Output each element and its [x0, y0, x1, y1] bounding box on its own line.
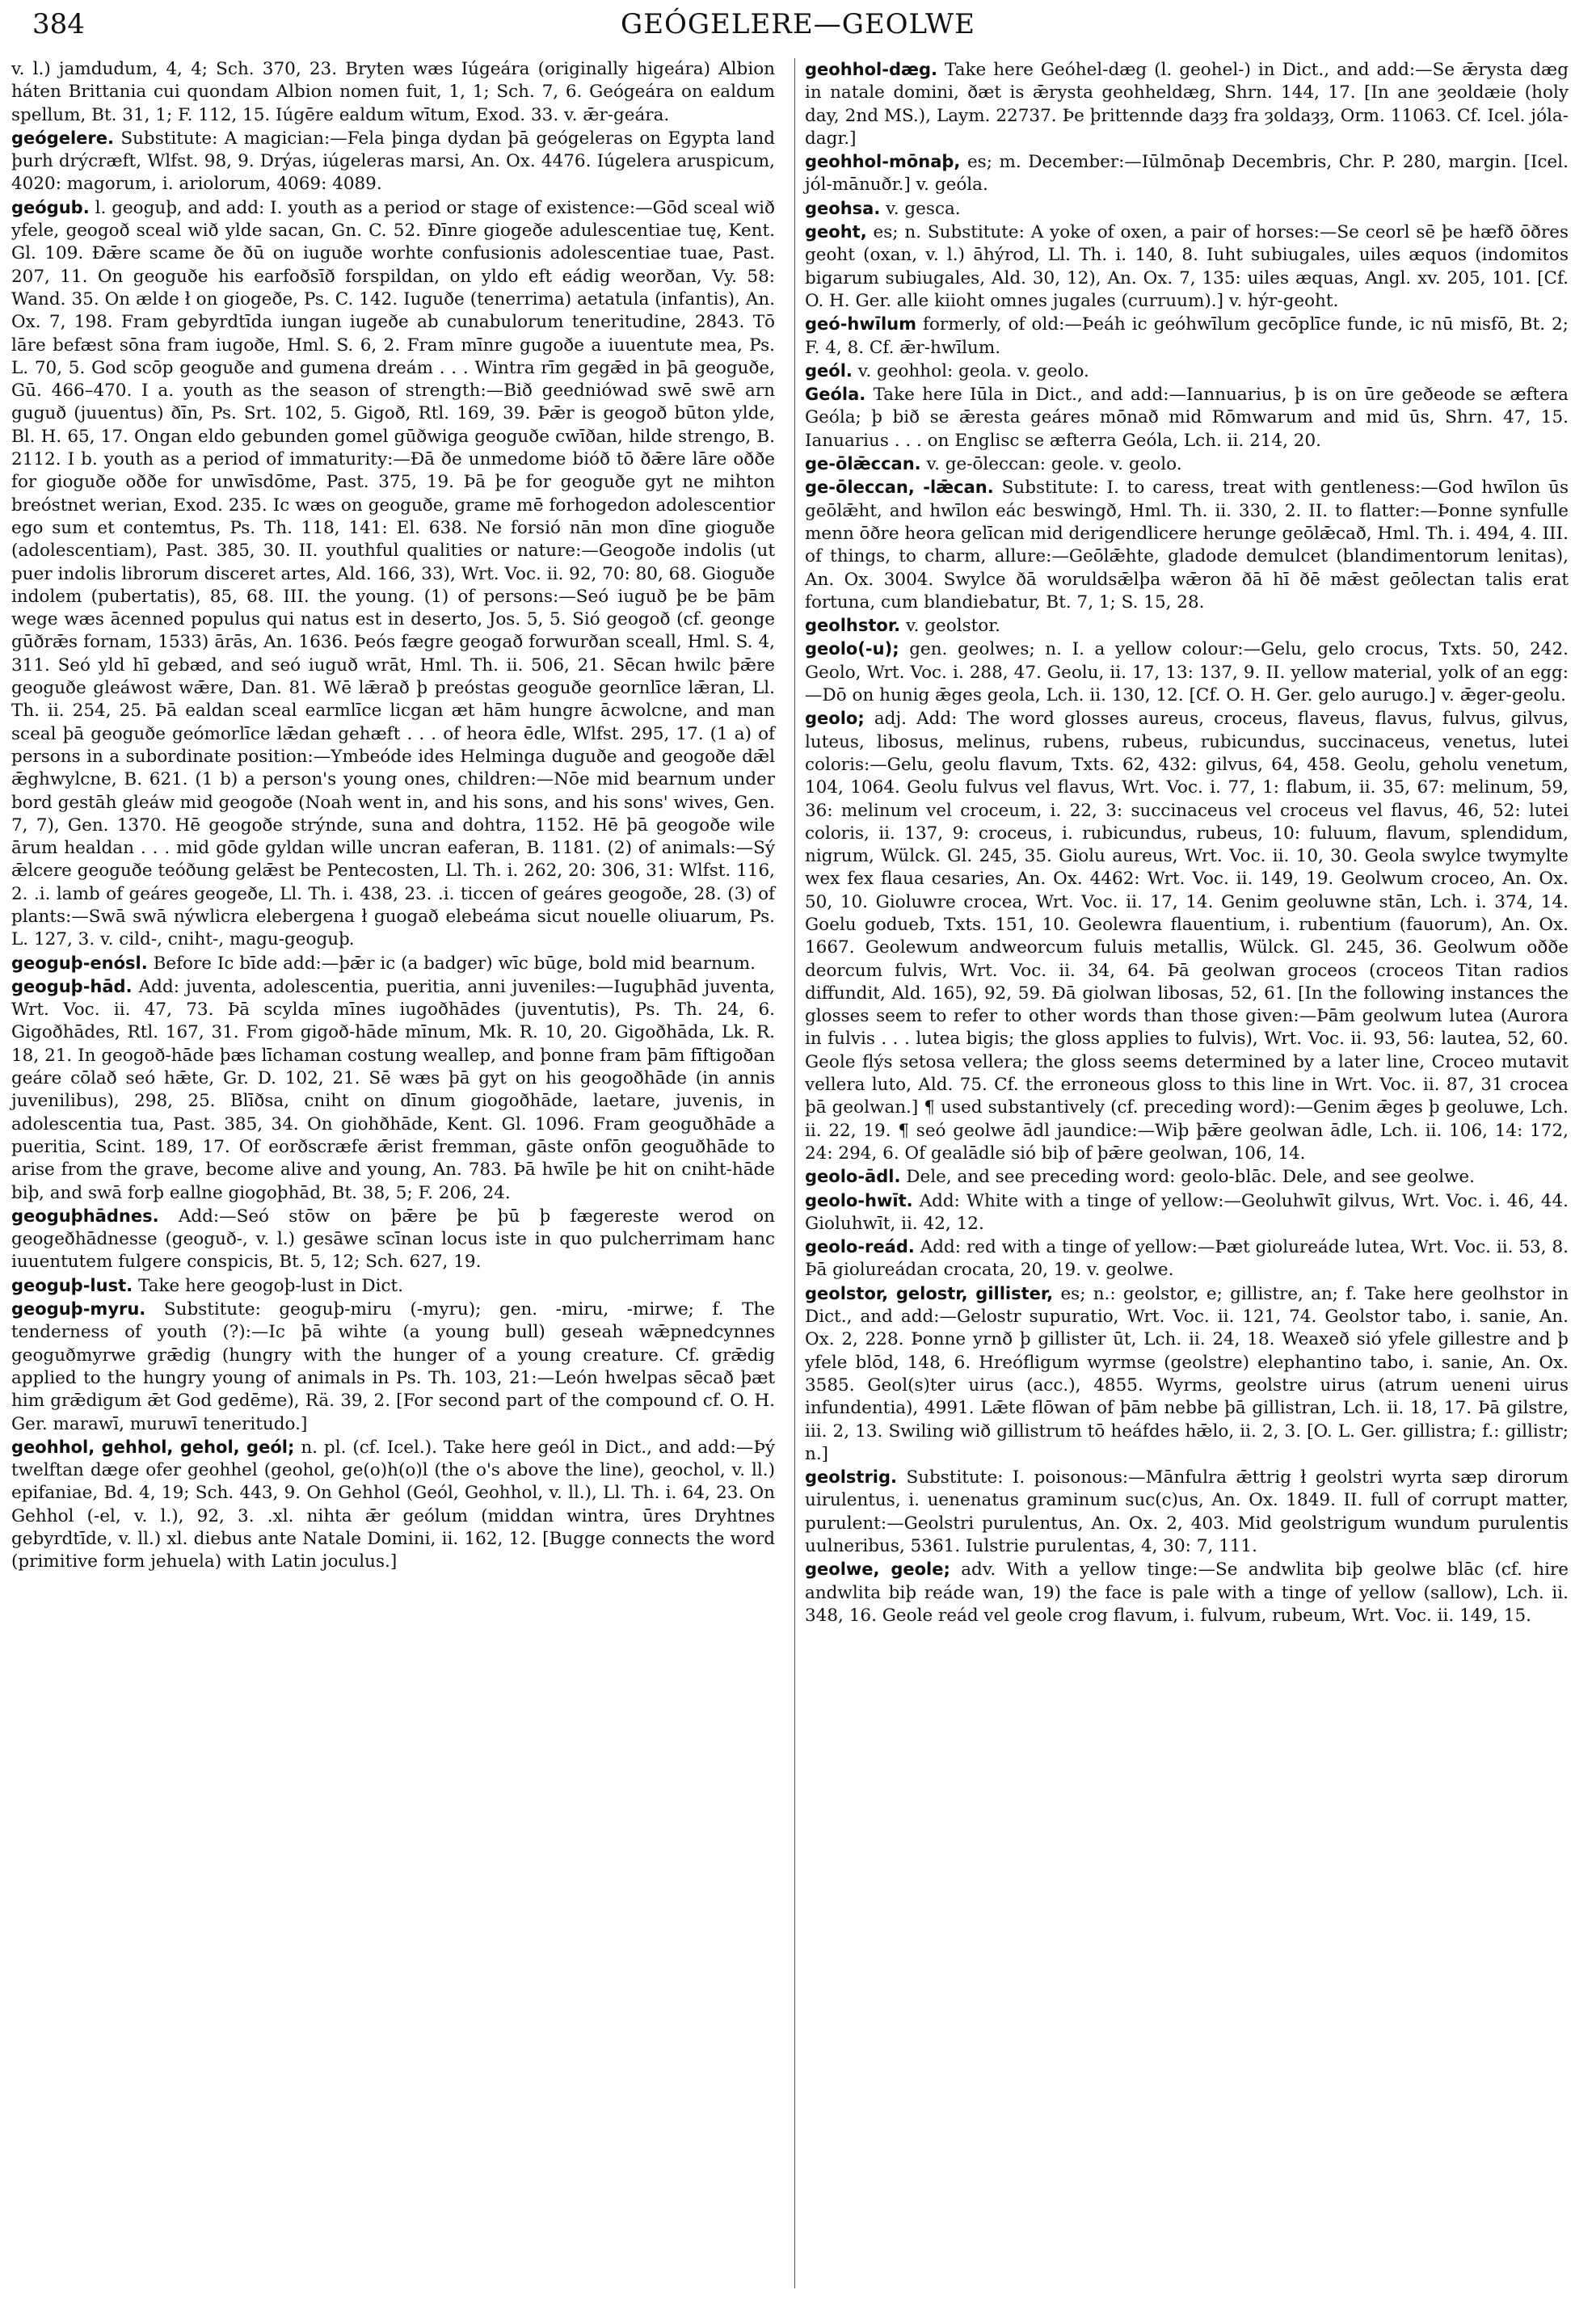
entry-text: Take here Geóhel-dæg (l. geohel-) in Dict., and add:—Se ǣrysta dæg in natale domini, ðæt is ǣrysta geohheldæg, Shrn. 144, 17. [In ane ȝeoldæie (holy day, 2nd MS.), Laym. 22737. Þe þrittennde daȝȝ fra ȝoldaȝȝ, Orm. 11063. Cf. Icel. jóla-dagr.]	[805, 60, 1569, 149]
entry-headword: geolo-reád.	[805, 1237, 915, 1257]
dictionary-entry	[11, 196, 775, 952]
entry-headword: geolo-hwīt.	[805, 1190, 913, 1210]
right-column	[805, 58, 1569, 1627]
entry-headword: geolstor, gelostr, gillister,	[805, 1283, 1054, 1303]
dictionary-entry	[805, 1189, 1569, 1236]
entry-text: formerly, of old:—Þeáh ic geóhwīlum gecōplīce funde, ic nū misfō, Bt. 2; F. 4, 8. Cf. ǣr-hwīlum.	[805, 314, 1569, 358]
entry-text: v. l.) jamdudum, 4, 4; Sch. 370, 23. Bryten wæs Iúgeára (originally higeára) Albion háten Brittania cui quondam Albion nomen fuit, 1, 1; Sch. 7, 6. Geógeára on ealdum spellum, Bt. 31, 1; F. 112, 15. Iúgēre ealdum wītum, Exod. 33. v. ǣr-geára.	[11, 59, 775, 125]
entry-text: Add: juventa, adolescentia, pueritia, anni juveniles:—Iuguþhād juventa, Wrt. Voc. ii. 47, 73. Þā scylda mīnes iugoðhādes (juventutis), Ps. Th. 24, 6. Gigoðhādes, Rtl. 167, 31. From gigoð-hāde mīnum, Mk. R. 10, 20. Gigoðhāda, Lk. R. 18, 21. In geogoð-hāde þæs līchaman costung weallep, and þonne fram þām fīftigoðan geáre cōlað seó hǣte, Gr. D. 102, 21. Sē wæs þā gyt on his geogoðhāde (in annis juvenilibus), 298, 25. Blīðsa, cniht on dīnum giogoðhāde, laetare, juvenis, in adolescentia tua, Past. 385, 34. On giohðhāde, Kent. Gl. 1096. Fram geoguðhāde a pueritia, Scint. 189, 17. Of eorðscræfe ǣrist fremman, gāste onfōn geoguðhāde to arise from the grave, become alive and young, An. 783. Þā hwīle þe hit on cniht-hāde biþ, and swā forþ eallne giogoþhād, Bt. 38, 5; F. 206, 24.	[11, 976, 776, 1203]
entry-text: Substitute: geoguþ-miru (-myru); gen. -miru, -mirwe; f. The tenderness of youth (?):—Ic þā wihte (a young bull) geseah wǣpnedcynnes geoguðmyrwe grǣdig (hungry with the hunger of a young creature. Cf. grǣdig applied to the hungry young of animals in Ps. Th. 103, 21:—León hwelpas sēcað þæt him grǣdigum ǣt God gedēme), Rä. 39, 2. [For second part of the compound cf. O. H. Ger. marawī, muruwī teneritudo.]	[11, 1299, 775, 1434]
page-number: 384	[32, 8, 85, 40]
entry-headword: geohhol-dæg.	[805, 60, 937, 79]
dictionary-entry	[11, 1274, 775, 1298]
entry-text: Substitute: I. poisonous:—Mānfulra ǣttrig ł geolstri wyrta sæp dirorum uirulentus, i. uenenatus graminum suc(c)us, An. Ox. 1849. II. full of corrupt matter, purulent:—Geolstri purulentus, An. Ox. 2, 403. Mid geolstrigum wundum purulentis uulneribus, 5361. Iulstrie purulentas, 4, 30: 7, 111.	[805, 1467, 1569, 1556]
entry-headword: geoguþ-enósl.	[11, 953, 148, 973]
entry-headword: geolstrig.	[805, 1467, 898, 1488]
entry-text: Before Ic bīde add:—þǣr ic (a badger) wīc būge, bold mid bearnum.	[153, 953, 756, 974]
entry-text: v. geolstor.	[906, 616, 1000, 637]
entry-text: es; m. December:—Iūlmōnaþ Decembris, Chr. P. 280, margin. [Icel. jól-mānuðr.] v. geóla.	[805, 152, 1569, 196]
dictionary-entry	[11, 1205, 775, 1274]
entry-headword: geoht,	[805, 222, 867, 242]
dictionary-entry	[805, 313, 1569, 360]
entry-text: gen. geolwes; n. I. a yellow colour:—Gelu, gelo crocus, Txts. 50, 242. Geolo, Wrt. Voc. i. 288, 47. Geolu, ii. 17, 13: 137, 9. II. yellow material, yolk of an egg:—Dō on hunig ǣges geola, Lch. ii. 130, 12. [Cf. O. H. Ger. gelo aurugo.] v. ǣger-geolu.	[805, 639, 1569, 706]
entry-headword: geól.	[805, 360, 853, 381]
dictionary-entry	[11, 58, 775, 127]
entry-headword: geohhol, gehhol, gehol, geól;	[11, 1437, 295, 1457]
entry-text: adj. Add: The word glosses aureus, croceus, flaveus, flavus, fulvus, gilvus, luteus, libosus, melinus, rubens, rubeus, rubicundus, succinaceus, venetus, lutei coloris:—Gelu, geolu flavum, Txts. 62, 432: gilvus, 64, 458. Geolu, geholu venetum, 104, 1064. Geolu fulvus vel flavus, Wrt. Voc. i. 77, 1: flabum, ii. 35, 67: melinum, 59, 36: melinum vel croceum, i. 22, 3: succinaceus vel croceus vel flavus, 46, 52: lutei coloris, ii. 137, 9: croceus, i. rubicundus, rubeus, 10: fuluum, flavum, splendidum, nigrum, Wülck. Gl. 245, 35. Giolu aureus, Wrt. Voc. ii. 10, 30. Geola swylce twymylte wex fex flaua cesaries, An. Ox. 4462: Wrt. Voc. ii. 149, 19. Geolwum croceo, An. Ox. 50, 10. Gioluwre crocea, Wrt. Voc. ii. 17, 14. Genim geoluwne stān, Lch. i. 374, 14. Goelu godueb, Txts. 151, 10. Geolewra flauentium, i. rubentium (fauorum), An. Ox. 1667. Geolewum andweorcum fuluis metallis, Wülck. Gl. 245, 36. Geolwum oððe deorcum fulvis, Wrt. Voc. ii. 34, 64. Þā geolwan groceos (croceos Titan radios diffundit, Ald. 165), 92, 59. Ðā giolwan libosas, 52, 61. [In the following instances the glosses seem to refer to other words than those given:—Þām geolwum lutea (Aurora in fulvis . . . lutea bigis; the gloss applies to fulvis), Wrt. Voc. ii. 93, 56: lautea, 52, 60. Geole flýs setosa vellera; the gloss seems determined by a later line, Croceo mutavit vellera luto, Ald. 75. Cf. the erroneous gloss to this line in Wrt. Voc. ii. 87, 31 crocea þā geolwan.] ¶ used substantively (cf. preceding word):—Genim ǣges þ geoluwe, Lch. ii. 22, 19. ¶ seó geolwe ādl jaundice:—Wiþ þǣre geolwan ādle, Lch. ii. 106, 14: 172, 24: 294, 6. Of gealādle sió biþ of þǣre geolwan, 106, 14.	[805, 709, 1569, 1164]
entry-text: Add: red with a tinge of yellow:—Þæt giolureáde lutea, Wrt. Voc. ii. 53, 8. Þā giolureádan crocata, 20, 19. v. geolwe.	[805, 1237, 1569, 1281]
entry-text: Add: White with a tinge of yellow:—Geoluhwīt gilvus, Wrt. Voc. i. 46, 44. Gioluhwīt, ii. 42, 12.	[805, 1190, 1569, 1234]
entry-headword: ge-ōleccan, -lǣcan.	[805, 478, 994, 498]
entry-text: es; n. Substitute: A yoke of oxen, a pair of horses:—Se ceorl sē þe hæfð ōðres geoht (oxan, v. l.) āhýrod, Ll. Th. i. 140, 8. Iuht subiugales, uiles æquos (indomitos bigarum subiugales, Ald. 30, 12), An. Ox. 7, 135: uiles æquas, Angl. xv. 205, 101. [Cf. O. H. Ger. alle kiioht omnes jugales (curruum).] v. hýr-geoht.	[805, 222, 1569, 311]
dictionary-entry	[805, 1558, 1569, 1627]
running-head: GEÓGELERE—GEOLWE	[621, 8, 975, 40]
dictionary-entry	[805, 150, 1569, 197]
dictionary-entry	[805, 197, 1569, 221]
entry-text: adv. With a yellow tinge:—Se andwlita biþ geolwe blāc (cf. hire andwlita biþ reáde wan, 19) the face is pale with a tinge of yellow (sallow), Lch. ii. 348, 16. Geole reád vel geole crog flavum, i. fulvum, rubeum, Wrt. Voc. ii. 149, 15.	[805, 1560, 1569, 1626]
entry-headword: geógelere.	[11, 128, 114, 148]
entry-headword: geolwe, geole;	[805, 1560, 950, 1580]
dictionary-entry	[805, 453, 1569, 476]
dictionary-entry	[805, 1235, 1569, 1282]
entry-headword: geoguþ-lust.	[11, 1275, 133, 1295]
entry-text: Add:—Seó stōw on þǣre þe þū þ fægereste werod on geogeðhādnesse (geoguð-, v. l.) gesāwe scīnan locus iste in quo pulcherrimam hanc iuuentutem fulgere conspicis, Bt. 5, 12; Sch. 627, 19.	[11, 1206, 775, 1273]
entry-headword: geógub.	[11, 197, 90, 217]
entry-text: Take here geogoþ-lust in Dict.	[137, 1275, 404, 1296]
entry-headword: geolo(-u);	[805, 639, 899, 659]
dictionary-entry	[11, 975, 775, 1205]
page-header	[32, 8, 1564, 47]
dictionary-entry	[11, 1298, 775, 1436]
entry-text: n. pl. (cf. Icel.). Take here geól in Dict., and add:—Þý twelftan dæge ofer geohhel (geohol, ge(o)h(o)l (the o's above the line), geochol, v. ll.) epifaniae, Bd. 4, 19; Sch. 443, 9. On Gehhol (Geól, Geohhol, v. ll.), Ll. Th. i. 64, 23. On Gehhol (-el, v. l.), 92, 3. .xl. nihta ǣr geólum (middan wintra, ūres Dryhtnes gebyrdtīde, v. ll.) xl. diebus ante Natale Domini, ii. 162, 12. [Bugge connects the word (primitive form jehuela) with Latin joculus.]	[11, 1437, 776, 1572]
dictionary-entry	[805, 221, 1569, 313]
entry-headword: geoguþ-myru.	[11, 1299, 146, 1320]
left-column	[11, 58, 775, 1574]
dictionary-entry	[11, 952, 775, 975]
entry-text: v. gesca.	[886, 198, 961, 219]
entry-text: es; n.: geolstor, e; gillistre, an; f. Take here geolhstor in Dict., and add:—Gelostr supuratio, Wrt. Voc. ii. 121, 74. Geolstor tabo, i. sanie, An. Ox. 2, 228. Þonne yrnð þ gillister ūt, Lch. ii. 24, 18. Weaxeð sió yfele gillestre and þ yfele blōd, 148, 6. Hreófligum wyrmse (geolstre) elephantino tabo, i. sanie, An. Ox. 3585. Geol(s)ter uirus (acc.), 4855. Wyrms, geolstre uirus (atrum ueneni uirus infundentia), 4991. Lǣte flōwan of þām nebbe þā gillistran, Lch. ii. 18, 17. Þā gilstre, iii. 2, 13. Swiling wið gillistrum tō heáfdes hǣlo, ii. 2, 3. [O. L. Ger. gillistra; f.: gillistr; n.]	[805, 1283, 1569, 1464]
entry-text: Take here Iūla in Dict., and add:—Iannuarius, þ is on ūre geðeode se æftera Geóla; þ bið se ǣresta geáres mōnað mid Rōmwarum and mid ūs, Shrn. 47, 15. Ianuarius . . . on Englisc se æfterra Geóla, Lch. ii. 214, 20.	[805, 385, 1569, 451]
dictionary-entry	[805, 614, 1569, 638]
entry-headword: geó-hwīlum	[805, 314, 916, 335]
entry-text: Substitute: A magician:—Fela þinga dydan þā geógeleras on Egypta land þurh drýcræft, Wlfst. 98, 9. Drýas, iúgeleras marsi, An. Ox. 4476. Iúgelera aruspicum, 4020: magorum, i. ariolorum, 4069: 4089.	[11, 128, 775, 195]
entry-headword: geoguþ-hād.	[11, 976, 133, 996]
dictionary-entry	[11, 127, 775, 196]
dictionary-entry	[805, 638, 1569, 707]
column-divider	[794, 58, 795, 2288]
entry-text: l. geoguþ, and add: I. youth as a period or stage of existence:—Gōd sceal wið yfele, geogoð sceal wið ylde sacan, Gn. C. 52. Ðīnre giogeðe adulescentiae tuę, Kent. Gl. 109. Ðǣre scame ðe ðū on iuguðe worhte confusionis adolescentiae tuae, Past. 207, 11. On geoguðe his earfoðsīð forspildan, on yldo eft eádig weorðan, Vy. 58: Wand. 35. On ælde ł on giogeðe, Ps. C. 142. Iuguðe (tenerrima) aetatula (infantis), An. Ox. 7, 198. Fram gebyrdtīda iungan iugeðe ab cunabulorum teneritudine, 2843. Tō lāre befæst sōna fram iugoðe, Hml. S. 6, 2. Fram mīnre gugoðe a iuuentute mea, Ps. L. 70, 5. God scōp geoguðe and gumena dreám . . . Wintra rīm gegǣd in þā geoguðe, Gū. 466–470. I a. youth as the season of strength:—Bið geedniówad swē swē arn guguð (juuentus) ðīn, Ps. Srt. 102, 5. Gigoð, Rtl. 169, 39. Þǣr is geogoð būton ylde, Bl. H. 65, 17. Ongan eldo gebunden gomel gūðwiga geoguðe cwīðan, hilde strengo, B. 2112. I b. youth as a period of immaturity:—Ðā ðe unmedome bióð tō ðǣre lāre oððe for gioguðe oððe for unwīsdōme, Past. 375, 19. Þā þe for geoguðe gyt ne mihton breóstnet werian, Exod. 235. Ic wæs on geoguðe, grame mē forhogedon adolescentior ego sum et contemtus, Ps. Th. 118, 141: El. 638. Ne forsió nān mon dīne gioguðe (adolescentiam), Past. 385, 30. II. youthful qualities or nature:—Geogoðe indolis (ut puer indolis librorum disceret artes, Ald. 166, 33), Wrt. Voc. ii. 92, 70: 80, 68. Gioguðe indolem (pubertatis), 85, 68. III. the young. (1) of persons:—Seó iuguð þe be þām wege wæs ācenned populus qui natus est in deserto, Jos. 5, 5. Sió geogoð (cf. geonge gūðrǣs fornam, 1533) ārās, An. 1636. Þeós fægre geogað forwurðan sceall, Hml. S. 4, 311. Seó yld hī gebæd, and seó iuguð wrāt, Hml. Th. ii. 506, 21. Sēcan hwilc þǣre geoguðe gleáwost wǣre, Dan. 81. Wē lǣrað þ preóstas geoguðe geornlīce lǣran, Ll. Th. ii. 254, 25. Þā ealdan sceal earmlīce licgan æt hām hungre ācwolcne, and man sceal þā geoguðe geómorlīce lǣdan gehæft . . . of heora ēdle, Wlfst. 295, 17. (1 a) of persons in a subordinate position:—Ymbeóde ides Helminga duguðe and geogoðe dǣl ǣghwylcne, B. 621. (1 b) a person's young ones, children:—Nōe mid bearnum under bord gestāh gleáw mid geogoðe (Noah went in, and his sons, and his sons' wives, Gen. 7, 7), Gen. 1370. Hē geogoðe strýnde, suna and dohtra, 1152. Hē þā geogoðe wile ārum healdan . . . mid gōde gyldan wille uncran eaferan, B. 1181. (2) of animals:—Sý ǣlcere geoguðe teóðung gelǣst be Pentecosten, Ll. Th. i. 262, 20: 306, 31: Wlfst. 116, 2. .i. lamb of geáres geogeðe, Ll. Th. i. 438, 23. .i. ticcen of geáres geogoðe, 28. (3) of plants:—Swā swā nýwlicra elebergena ł guogað elebeáma sicut nouelle oliuarum, Ps. L. 127, 3. v. cild-, cniht-, magu-geoguþ.	[11, 197, 775, 950]
dictionary-entry	[805, 1466, 1569, 1558]
entry-headword: geolhstor.	[805, 616, 901, 636]
dictionary-entry	[805, 383, 1569, 453]
entry-text: v. geohhol: geola. v. geolo.	[857, 360, 1089, 381]
dictionary-entry	[805, 1165, 1569, 1189]
entry-headword: Geóla.	[805, 385, 866, 405]
dictionary-entry	[805, 360, 1569, 383]
entry-text: Dele, and see preceding word: geolo-blāc. Dele, and see geolwe.	[906, 1167, 1475, 1188]
entry-text: v. ge-ōleccan: geole. v. geolo.	[926, 454, 1182, 475]
entry-headword: geolo;	[805, 709, 865, 729]
dictionary-entry	[805, 58, 1569, 150]
entry-headword: geolo-ādl.	[805, 1167, 901, 1187]
entry-text: Substitute: I. to caress, treat with gentleness:—God hwīlon ūs geōlǣht, and hwīlon eác beswingð, Hml. Th. ii. 330, 2. II. to flatter:—Þonne synfulle menn ōðre heora gelīcan mid derigendlicere herunge geōlǣcað, Hml. Th. i. 494, 4. III. of things, to charm, allure:—Geōlǣhte, gladode demulcet (blandimentorum lenitas), An. Ox. 3004. Swylce ðā woruldsǣlþa wǣron ðā hī ðē mǣst geōlectan talis erat fortuna, cum blandiebatur, Bt. 7, 1; S. 15, 28.	[805, 478, 1569, 612]
entry-headword: geohhol-mōnaþ,	[805, 152, 961, 172]
dictionary-entry	[805, 476, 1569, 614]
dictionary-entry	[11, 1436, 775, 1574]
entry-headword: geohsa.	[805, 198, 881, 218]
entry-headword: geoguþhādnes.	[11, 1206, 159, 1226]
entry-headword: ge-ōlǣccan.	[805, 454, 921, 474]
dictionary-entry	[805, 1282, 1569, 1466]
dictionary-entry	[805, 707, 1569, 1165]
